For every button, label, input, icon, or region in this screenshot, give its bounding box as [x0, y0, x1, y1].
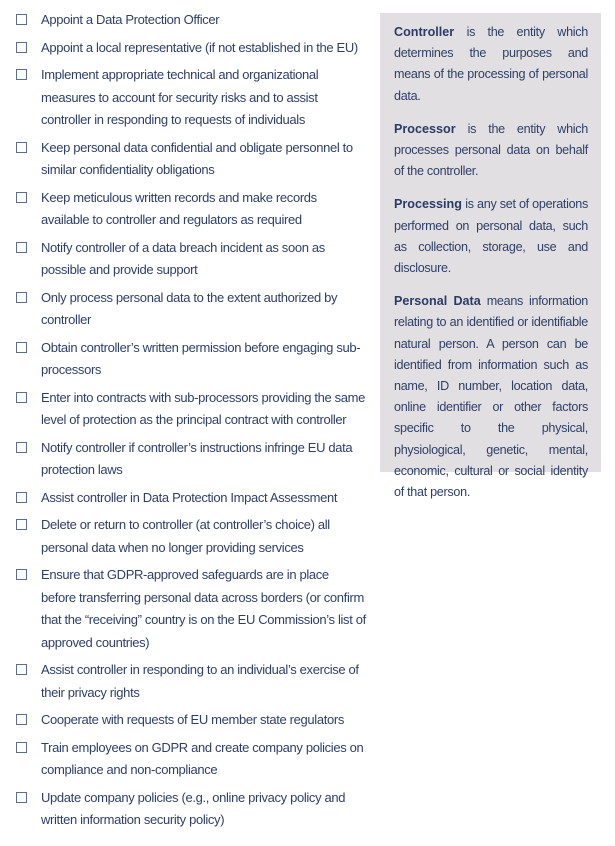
checkbox[interactable] [16, 519, 27, 530]
checklist-item [0, 337, 372, 382]
checklist-item-text: Obtain controller’s written permission before engaging sub-processors [41, 339, 361, 377]
checkbox[interactable] [16, 192, 27, 203]
definition-paragraph [394, 194, 588, 279]
checklist-item [0, 737, 372, 782]
checklist-item [0, 514, 372, 559]
definition-term: Controller [394, 25, 455, 39]
gdpr-processor-checklist [0, 9, 372, 837]
checklist-item-text: Keep meticulous written records and make records available to controller and regulators as required [41, 189, 317, 227]
definition-term: Processing [394, 197, 462, 212]
checklist-item [0, 437, 372, 482]
checklist-item-text: Update company policies (e.g., online privacy policy and written information security policy) [41, 789, 346, 827]
checklist-item [0, 387, 372, 432]
checkbox[interactable] [16, 69, 27, 80]
checklist-item-text: Notify controller if controller’s instructions infringe EU data protection laws [41, 439, 353, 477]
checkbox[interactable] [16, 742, 27, 753]
checklist-item [0, 287, 372, 332]
checklist-item-text: Train employees on GDPR and create company policies on compliance and non-compliance [41, 739, 364, 777]
checklist-item [0, 564, 372, 654]
checklist-item-text: Keep personal data confidential and obligate personnel to similar confidentiality obligations [41, 139, 353, 177]
checkbox[interactable] [16, 442, 27, 453]
definition-text: is the entity which processes personal data on behalf of the controller. [394, 121, 588, 179]
checkbox[interactable] [16, 292, 27, 303]
definition-term: Personal Data [394, 294, 481, 309]
checklist-item-text: Appoint a Data Protection Officer [41, 12, 220, 27]
definition-paragraph [394, 291, 588, 503]
checklist-item-text: Only process personal data to the extent authorized by controller [41, 289, 338, 327]
checkbox[interactable] [16, 14, 27, 25]
checklist-item-text: Notify controller of a data breach incident as soon as possible and provide support [41, 239, 325, 277]
checklist-item-text: Assist controller in Data Protection Impact Assessment [41, 489, 338, 505]
checklist-item-text: Assist controller in responding to an individual’s exercise of their privacy rights [41, 662, 359, 700]
checkbox[interactable] [16, 569, 27, 580]
checklist-item [0, 237, 372, 282]
checkbox[interactable] [16, 142, 27, 153]
checkbox[interactable] [16, 792, 27, 803]
checklist-item [0, 659, 372, 704]
checkbox[interactable] [16, 392, 27, 403]
checklist-item [0, 787, 372, 832]
definition-paragraph [394, 119, 588, 183]
checklist-item [0, 487, 372, 510]
checklist-item [0, 9, 372, 32]
checklist-item [0, 64, 372, 132]
definition-paragraph [394, 22, 588, 107]
definition-text: is the entity which determines the purposes and means of the processing of personal data. [394, 25, 588, 103]
checklist-item-text: Appoint a local representative (if not established in the EU) [41, 39, 358, 55]
checkbox[interactable] [16, 42, 27, 53]
definition-text: is any set of operations performed on personal data, such as collection, storage, use and disclosure. [394, 197, 588, 276]
checklist-item [0, 709, 372, 732]
definition-term: Processor [394, 121, 456, 136]
checkbox[interactable] [16, 342, 27, 353]
checklist-item [0, 137, 372, 182]
checkbox[interactable] [16, 664, 27, 675]
checkbox[interactable] [16, 714, 27, 725]
checklist-item-text: Ensure that GDPR-approved safeguards are in place before transferring personal data across borders (or confirm that the “receiving” country is on the EU Commission’s list of approved countries) [41, 567, 366, 650]
checklist-item [0, 37, 372, 60]
checklist-item-text: Delete or return to controller (at controller’s choice) all personal data when no longer providing services [41, 517, 330, 555]
checklist-item-text: Implement appropriate technical and organizational measures to account for security risks and to assist controller in responding to requests of individuals [41, 67, 319, 127]
definitions-sidebar [380, 13, 601, 500]
checklist-item [0, 187, 372, 232]
definition-text: means information relating to an identified or identifiable natural person. A person can be identified from information such as name, ID number, location data, online identifier or other factors specific to the physical, physiological, genetic, mental, economic, cultural or social identity of that person. [394, 294, 588, 500]
checkbox[interactable] [16, 242, 27, 253]
checklist-item-text: Enter into contracts with sub-processors providing the same level of protection as the principal contract with controller [41, 389, 366, 427]
checklist-item-text: Cooperate with requests of EU member state regulators [41, 712, 344, 727]
checkbox[interactable] [16, 492, 27, 503]
